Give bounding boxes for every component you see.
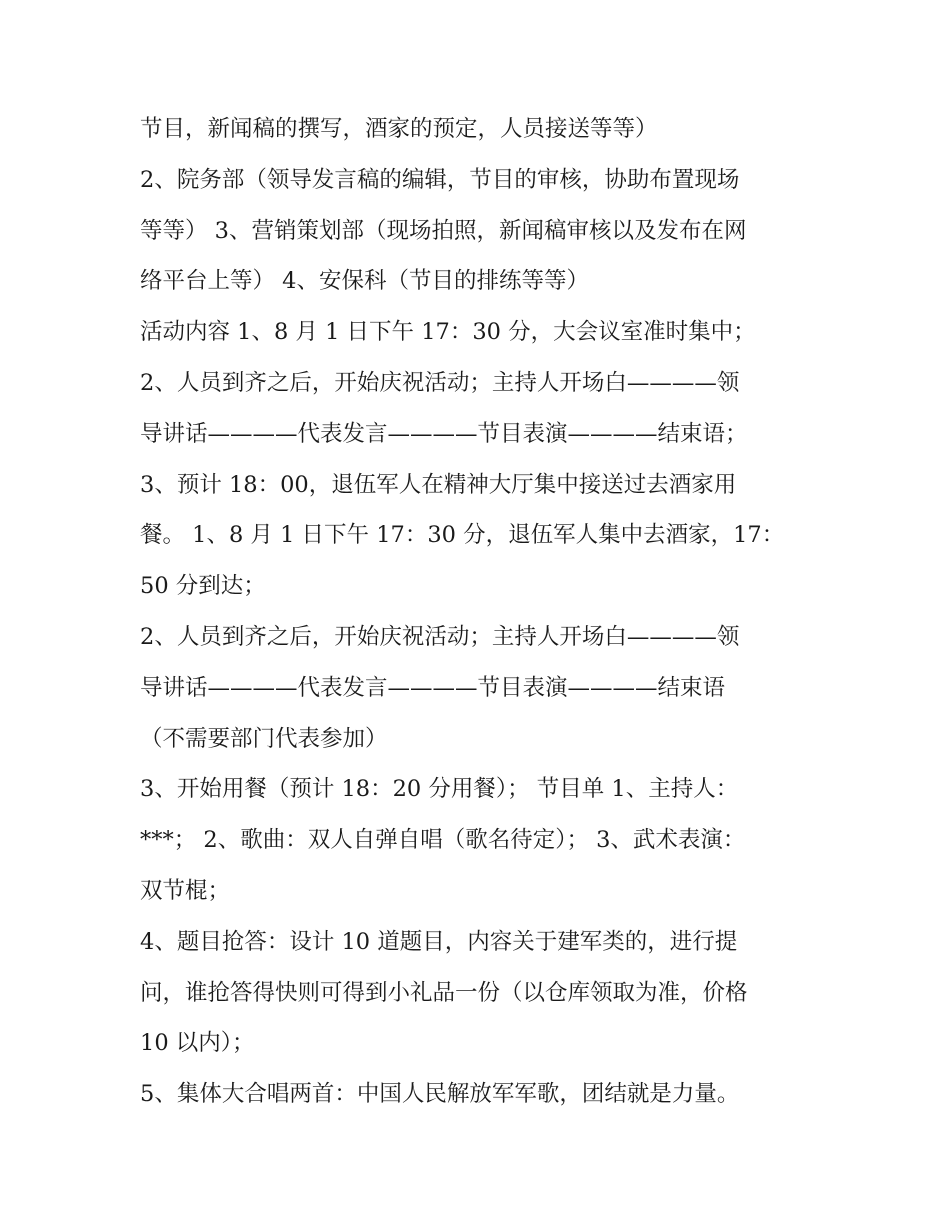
text-line-5: 活动内容 1、8 月 1 日下午 17：30 分，大会议室准时集中；: [140, 319, 756, 346]
text-line-18: 问，谁抢答得快则可得到小礼品一份（以仓库领取为准，价格: [140, 979, 748, 1006]
text-line-10: 50 分到达；: [140, 573, 266, 600]
text-line-4: 络平台上等） 4、安保科（节目的排练等等）: [140, 268, 589, 295]
text-line-8: 3、预计 18：00，退伍军人在精神大厅集中接送过去酒家用: [140, 471, 737, 498]
text-line-3: 等等） 3、营销策划部（现场拍照，新闻稿审核以及发布在网: [140, 217, 747, 244]
text-line-15: ***； 2、歌曲：双人自弹自唱（歌名待定）； 3、武术表演：: [140, 827, 746, 854]
text-line-1: 节目，新闻稿的撰写，酒家的预定，人员接送等等）: [140, 116, 658, 142]
text-line-7: 导讲话————代表发言————节目表演————结束语；: [140, 420, 748, 447]
text-line-2: 2、院务部（领导发言稿的编辑，节目的审核，协助布置现场: [140, 166, 740, 193]
text-line-19: 10 以内）；: [140, 1030, 255, 1057]
text-line-20: 5、集体大合唱两首：中国人民解放军军歌，团结就是力量。: [140, 1081, 740, 1108]
text-line-6: 2、人员到齐之后，开始庆祝活动；主持人开场白————领: [140, 369, 740, 396]
text-line-14: 3、开始用餐（预计 18：20 分用餐）； 节目单 1、主持人：: [140, 776, 739, 803]
document-body: [140, 104, 830, 1120]
text-line-11: 2、人员到齐之后，开始庆祝活动；主持人开场白————领: [140, 623, 740, 650]
text-line-16: 双节棍；: [140, 877, 231, 904]
text-line-9: 餐。 1、8 月 1 日下午 17：30 分，退伍军人集中去酒家，17：: [140, 522, 785, 549]
text-line-12: 导讲话————代表发言————节目表演————结束语: [140, 674, 726, 701]
text-line-17: 4、题目抢答：设计 10 道题目，内容关于建军类的，进行提: [140, 928, 738, 955]
text-line-13: （不需要部门代表参加）: [140, 725, 388, 752]
